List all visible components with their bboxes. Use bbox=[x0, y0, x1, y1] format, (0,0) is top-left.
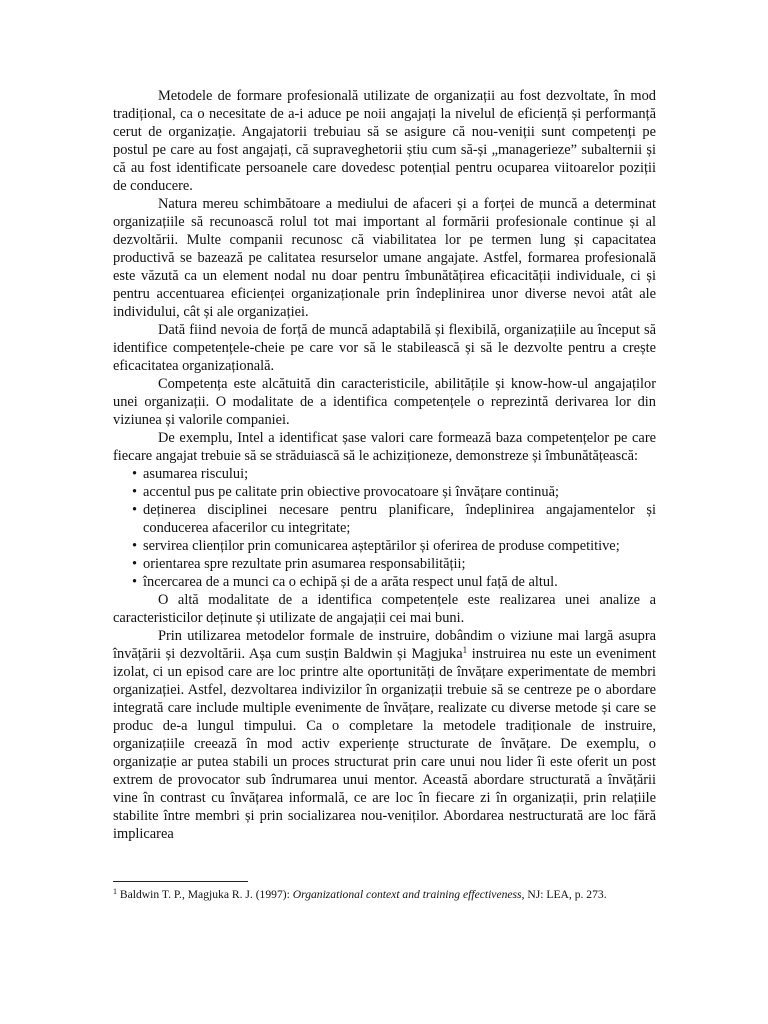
list-item bbox=[113, 537, 656, 555]
list-item-text: servirea clienților prin comunicarea așteptărilor și oferirea de produse competitive; bbox=[143, 538, 620, 554]
footnote-separator bbox=[113, 881, 248, 882]
paragraph: De exemplu, Intel a identificat șase valori care formează baza competențelor pe care fiecare angajat trebuie să se străduiască să le achiziționeze, demonstreze și îmbunătățească: bbox=[113, 430, 656, 464]
footnote-authors: Baldwin T. P., Magjuka R. J. (1997): bbox=[117, 888, 293, 901]
competency-list bbox=[113, 465, 656, 591]
list-item bbox=[113, 573, 656, 591]
list-item bbox=[113, 501, 656, 537]
bullet-icon: • bbox=[132, 484, 138, 500]
paragraph-text: instruirea nu este un eveniment izolat, ci un episod care are loc printre alte oportunități de învățare experimentate de membri organizației. Astfel, dezvoltarea indivizilor în organizații trebuie să se centreze pe o abordare integrată care include multiple evenimente de învățare, realizate cu diverse metode și care se produc de-a lungul timpului. Ca o completare la metodele tradiționale de instruire, organizațiile creează în mod activ experiențe structurate de învățare. De exemplu, o organizație ar putea stabili un proces structurat prin care unui nou lider îi este oferit un post extrem de provocator sub îndrumarea unui mentor. Această abordare structurată a învățării vine în contrast cu învățarea informală, ce are loc în fiecare zi în organizații, prin relațiile stabilite între membri și prin socializarea nou-veniților. Abordarea nestructurată are loc fără implicarea bbox=[113, 646, 656, 842]
list-item bbox=[113, 483, 656, 501]
list-item-text: încercarea de a munci ca o echipă și de a arăta respect unul față de altul. bbox=[143, 574, 558, 590]
paragraph: Natura mereu schimbătoare a mediului de afaceri și a forței de muncă a determinat organizațiile să recunoască rolul tot mai important al formării profesionale continue și al dezvoltării. Multe companii recunosc că viabilitatea lor pe termen lung și capacitatea productivă se bazează pe calitatea resurselor umane angajate. Astfel, formarea profesională este văzută ca un element nodal nu doar pentru îmbunătățirea eficacității individuale, ci și pentru accentuarea eficienței organizaționale prin îndeplinirea unor diverse nevoi atât ale individului, cât și ale organizației. bbox=[113, 196, 656, 320]
paragraph: O altă modalitate de a identifica competențele este realizarea unei analize a caracteristicilor deținute și utilizate de angajații cei mai buni. bbox=[113, 592, 656, 626]
paragraph-text: Prin utilizarea metodelor formale de instruire, dobândim o viziune mai largă asupra învățării și dezvoltării. Așa cum susțin Baldwin și Magjuka bbox=[113, 628, 656, 662]
bullet-icon: • bbox=[132, 556, 138, 572]
paragraph: Competența este alcătuită din caracteristicile, abilitățile și know-how-ul angajaților unei organizații. O modalitate de a identifica competențele o reprezintă derivarea lor din viziunea și valorile companiei. bbox=[113, 376, 656, 428]
list-item-text: accentul pus pe calitate prin obiective provocatoare și învățare continuă; bbox=[143, 484, 559, 500]
list-item-text: orientarea spre rezultate prin asumarea responsabilității; bbox=[143, 556, 466, 572]
footnote-title: Organizational context and training effectiveness bbox=[292, 888, 522, 901]
bullet-icon: • bbox=[132, 574, 138, 590]
bullet-icon: • bbox=[132, 538, 138, 554]
paragraph: Dată fiind nevoia de forță de muncă adaptabilă și flexibilă, organizațiile au început să identifice competențele-cheie pe care vor să le stabilească și să le dezvolte pentru a crește eficacitatea organizațională. bbox=[113, 322, 656, 374]
footnote-mark: 1 bbox=[113, 887, 117, 896]
list-item bbox=[113, 465, 656, 483]
bullet-icon: • bbox=[132, 502, 138, 518]
list-item-text: asumarea riscului; bbox=[143, 466, 249, 482]
document-body bbox=[113, 87, 656, 843]
list-item bbox=[113, 555, 656, 573]
footnote-source: , NJ: LEA, p. 273. bbox=[521, 888, 607, 901]
list-item-text: deținerea disciplinei necesare pentru planificare, îndeplinirea angajamentelor și conducerea afacerilor cu integritate; bbox=[143, 502, 656, 536]
footnote-reference: 1 bbox=[462, 645, 468, 655]
footnote bbox=[113, 887, 673, 903]
paragraph bbox=[113, 627, 656, 843]
paragraph: Metodele de formare profesională utilizate de organizații au fost dezvoltate, în mod tradițional, ca o necesitate de a-i aduce pe noii angajați la nivelul de eficiență și performanță cerut de organizație. Angajatorii trebuiau să se asigure că nou-veniții sunt competenți pe postul pe care au fost angajați, că supraveghetorii știu cum să-și „managerieze” subalternii și că au fost identificate persoanele care dovedesc potențial pentru ocuparea viitoarelor poziții de conducere. bbox=[113, 88, 656, 194]
bullet-icon: • bbox=[132, 466, 138, 482]
